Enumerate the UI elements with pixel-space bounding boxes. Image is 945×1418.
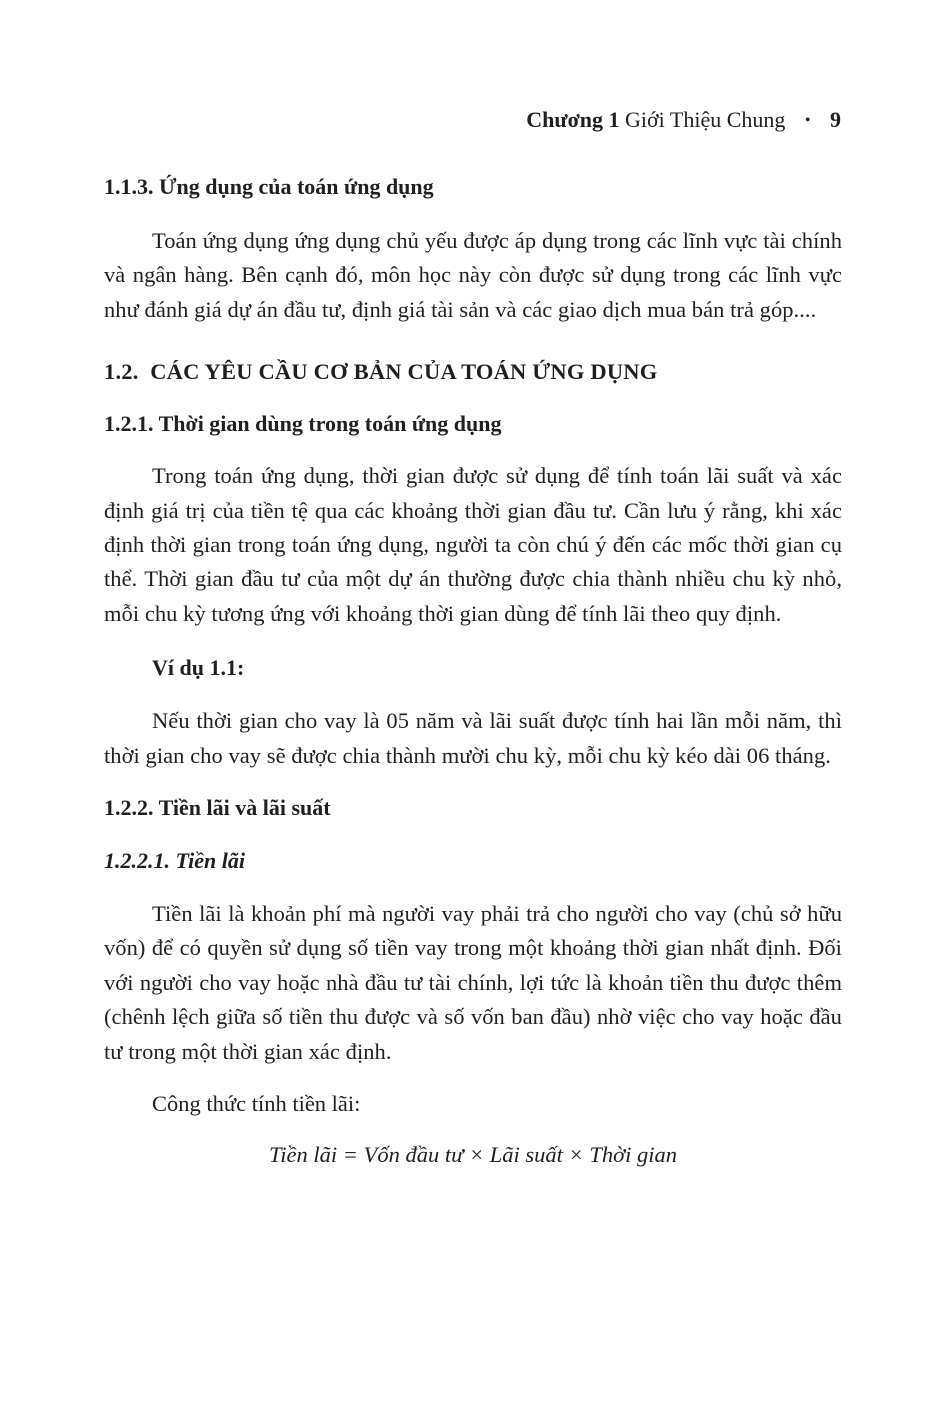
heading-1-1-3: 1.1.3. Ứng dụng của toán ứng dụng [104,174,434,199]
paragraph-1-2-1: Trong toán ứng dụng, thời gian được sử dụng để tính toán lãi suất và xác định giá trị của tiền tệ qua các khoảng thời gian đầu tư. Cần lưu ý rằng, khi xác định thời gian trong toán ứng dụng, người ta còn chú ý đến các mốc thời gian cụ thể. Thời gian đầu tư của một dự án thường được chia thành nhiều chu kỳ nhỏ, mỗi chu kỳ tương ứng với khoảng thời gian dùng để tính lãi theo quy định. [104,463,842,626]
heading-1-2: 1.2. CÁC YÊU CẦU CƠ BẢN CỦA TOÁN ỨNG DỤNG [104,359,658,385]
example-paragraph: Nếu thời gian cho vay là 05 năm và lãi suất được tính hai lần mỗi năm, thì thời gian cho vay sẽ được chia thành mười chu kỳ, mỗi chu kỳ kéo dài 06 tháng. [104,708,842,768]
paragraph-1-1-3: Toán ứng dụng ứng dụng chủ yếu được áp dụng trong các lĩnh vực tài chính và ngân hàng. Bên cạnh đó, môn học này còn được sử dụng trong các lĩnh vực như đánh giá dự án đầu tư, định giá tài sản và các giao dịch mua bán trả góp.... [104,228,842,322]
formula-intro: Công thức tính tiền lãi: [152,1091,361,1117]
page-body [104,170,842,1172]
running-header [526,106,841,135]
heading-1-2-1: 1.2.1. Thời gian dùng trong toán ứng dụng [104,411,502,437]
example-label: Ví dụ 1.1: [152,655,245,681]
heading-1-2-2: 1.2.2. Tiền lãi và lãi suất [104,795,331,821]
heading-1-2-2-1: 1.2.2.1. Tiền lãi [104,848,245,874]
page-number: 9 [830,107,841,132]
header-bullet: • [804,112,811,129]
paragraph-1-2-2-1: Tiền lãi là khoản phí mà người vay phải trả cho người cho vay (chủ sở hữu vốn) để có quyền sử dụng số tiền vay trong một khoảng thời gian nhất định. Đối với người cho vay hoặc nhà đầu tư tài chính, lợi tức là khoản tiền thu được thêm (chênh lệch giữa số tiền thu được và số vốn ban đầu) nhờ việc cho vay hoặc đầu tư trong một thời gian xác định. [104,901,842,1064]
interest-formula: Tiền lãi = Vốn đầu tư × Lãi suất × Thời gian [269,1142,677,1168]
header-chapter: Chương 1 [526,107,620,132]
header-chapter-title: Giới Thiệu Chung [625,107,786,132]
